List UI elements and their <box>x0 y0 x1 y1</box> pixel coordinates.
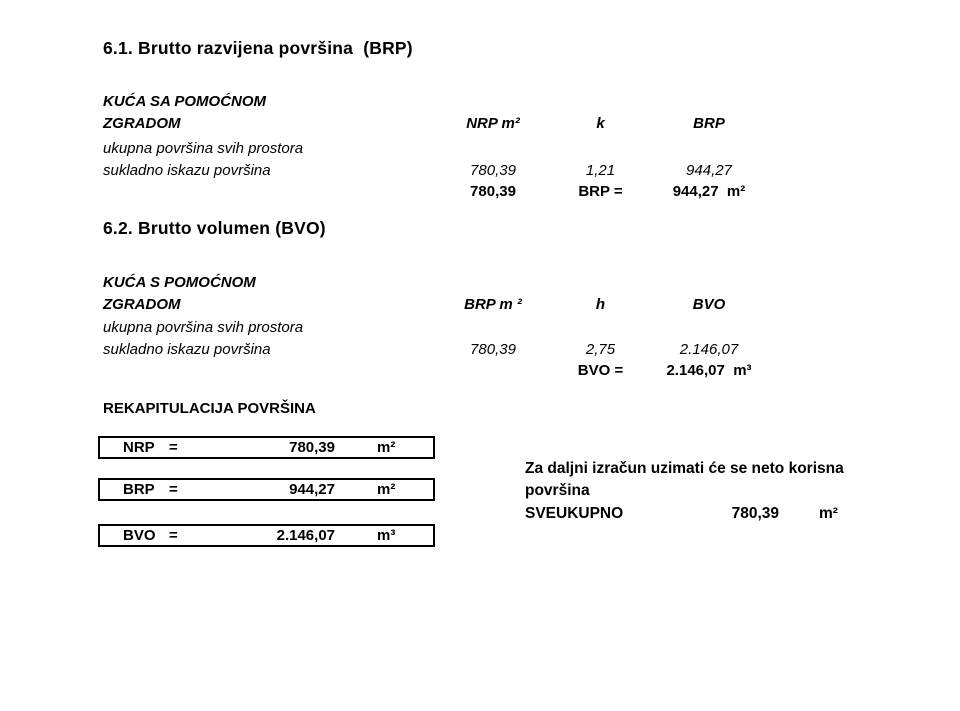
bvo-section-heading: 6.2. Brutto volumen (BVO) <box>103 218 326 238</box>
brp-header-row <box>103 116 765 131</box>
brp-subject-line-1: KUĆA SA POMOĆNOM <box>103 93 267 110</box>
bvo-values-row <box>103 342 765 357</box>
recap-nrp-value: 780,39 <box>289 439 335 456</box>
recap-brp-name: BRP <box>123 481 155 498</box>
brp-total-value: 944,27 m² <box>672 183 746 200</box>
brp-desc-line-2: sukladno iskazu površina <box>103 162 271 179</box>
bvo-col-header-h: h <box>595 296 606 313</box>
brp-col-header-nrp: NRP m² <box>466 115 520 132</box>
brp-value-nrp: 780,39 <box>470 162 516 179</box>
brp-value-k: 1,21 <box>585 162 616 179</box>
recap-brp-value: 944,27 <box>289 481 335 498</box>
recap-nrp-equals: = <box>169 439 178 456</box>
bvo-header-row <box>103 297 765 312</box>
bvo-total-row <box>103 363 765 378</box>
note-line-2: površina <box>525 482 590 499</box>
brp-desc-line-1: ukupna površina svih prostora <box>103 140 304 157</box>
sveukupno-unit: m² <box>819 505 838 522</box>
bvo-value-brp: 780,39 <box>470 341 516 358</box>
bvo-subject-line-1: KUĆA S POMOĆNOM <box>103 274 256 291</box>
bvo-desc-line-2: sukladno iskazu površina <box>103 341 271 358</box>
recap-heading: REKAPITULACIJA POVRŠINA <box>103 400 316 417</box>
bvo-value-bvo: 2.146,07 <box>679 341 739 358</box>
bvo-desc-line-1: ukupna površina svih prostora <box>103 319 304 336</box>
brp-col-header-brp: BRP <box>693 115 725 132</box>
brp-subject-line-2: ZGRADOM <box>103 115 181 132</box>
brp-value-brp: 944,27 <box>686 162 732 179</box>
bvo-col-header-bvo: BVO <box>692 296 726 313</box>
bvo-subject-line-2: ZGRADOM <box>103 296 181 313</box>
recap-bvo-unit: m³ <box>377 527 396 544</box>
bvo-value-h: 2,75 <box>585 341 616 358</box>
brp-total-label: BRP = <box>578 183 623 200</box>
recap-nrp-name: NRP <box>123 439 155 456</box>
recap-row-brp <box>98 478 435 501</box>
bvo-col-header-brp: BRP m ² <box>464 296 522 313</box>
bvo-total-value: 2.146,07 m³ <box>666 362 752 379</box>
recap-row-nrp <box>98 436 435 459</box>
recap-bvo-equals: = <box>169 527 178 544</box>
sveukupno-value: 780,39 <box>731 505 779 522</box>
recap-brp-equals: = <box>169 481 178 498</box>
brp-values-row <box>103 163 765 178</box>
recap-brp-unit: m² <box>377 481 396 498</box>
recap-nrp-unit: m² <box>377 439 396 456</box>
recap-row-bvo <box>98 524 435 547</box>
brp-section-heading: 6.1. Brutto razvijena površina (BRP) <box>103 38 413 58</box>
recap-bvo-name: BVO <box>123 527 156 544</box>
bvo-total-label: BVO = <box>577 362 624 379</box>
brp-total-nrp: 780,39 <box>470 183 516 200</box>
recap-bvo-value: 2.146,07 <box>276 527 335 544</box>
sveukupno-label: SVEUKUPNO <box>525 505 624 522</box>
note-line-1: Za daljni izračun uzimati će se neto korisna <box>525 460 844 477</box>
grand-total-row <box>525 506 838 522</box>
brp-total-row <box>103 184 765 199</box>
brp-col-header-k: k <box>596 115 605 132</box>
